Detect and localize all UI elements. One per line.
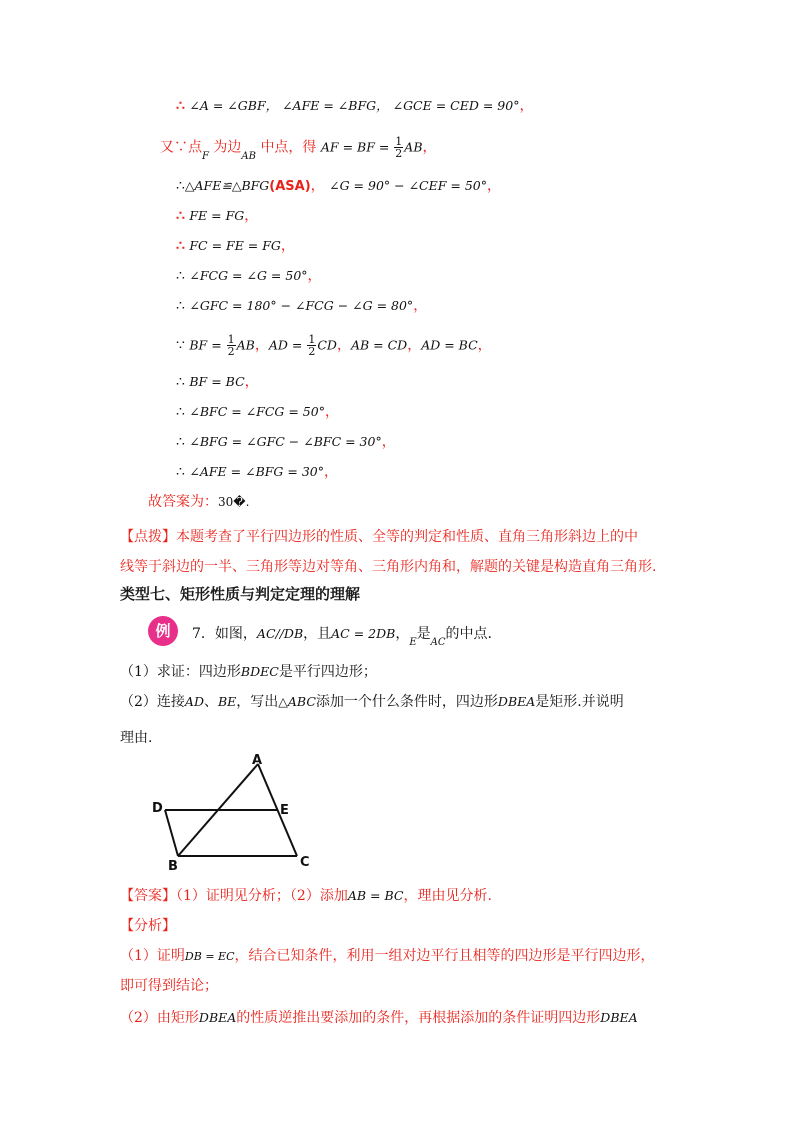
analysis-p1-cont: 即可得到结论； <box>120 978 218 994</box>
label-A: A <box>252 753 263 768</box>
proof-line-10: ∴ ∠BFC = ∠FCG = 50°， <box>176 404 339 420</box>
question-2: （2）连接AD、BE，写出△ABC添加一个什么条件时，四边形DBEA是矩形.并说明 <box>120 694 624 710</box>
math-expression: ∠A = ∠GBF， ∠AFE = ∠BFG， ∠GCE = CED = 90° <box>189 98 520 113</box>
proof-line-8: ∵ BF = $\frac{1}{2}$ AB，AD = $\frac{1}{2}$ CD，AB = CD，AD = BC， <box>176 333 492 358</box>
proof-line-4: ∴ FE = FG， <box>176 208 259 224</box>
figure-lines <box>165 764 297 856</box>
tip-line-1: 【点拨】本题考查了平行四边形的性质、全等的判定和性质、直角三角形斜边上的中 <box>120 529 638 545</box>
proof-line-5: ∴ FC = FE = FG， <box>176 238 295 254</box>
answer-block: 【答案】（1）证明见分析；（2）添加AB = BC，理由见分析. <box>120 888 492 904</box>
analysis-label: 【分析】 <box>120 918 176 934</box>
analysis-p2: （2）由矩形DBEA的性质逆推出要添加的条件，再根据添加的条件证明四边形DBEA <box>120 1010 638 1026</box>
proof-line-3: ∴△AFE≌△BFG(ASA)， ∠G = 90° − ∠CEF = 50°， <box>176 178 501 194</box>
label-D: D <box>152 801 163 816</box>
answer-line: 故答案为：30�. <box>148 494 250 510</box>
label-C: C <box>300 855 310 870</box>
fraction-half: $\frac{1}{2}$ <box>308 333 316 358</box>
segment-DB <box>165 810 178 856</box>
label-B: B <box>168 859 178 874</box>
proof-line-1: ∴ ∠A = ∠GBF， ∠AFE = ∠BFG， ∠GCE = CED = 90°， <box>176 98 534 114</box>
section-title: 类型七、矩形性质与判定定理的理解 <box>120 585 361 603</box>
proof-line-7: ∴ ∠GFC = 180° − ∠FCG − ∠G = 80°， <box>176 298 428 314</box>
analysis-p1: （1）证明DB = EC，结合已知条件，利用一组对边平行且相等的四边形是平行四边形， <box>120 948 655 964</box>
fraction-half: $\frac{1}{2}$ <box>227 333 235 358</box>
question-2-cont: 理由. <box>120 730 153 746</box>
proof-line-12: ∴ ∠AFE = ∠BFG = 30°， <box>176 464 338 480</box>
geometry-figure <box>140 750 330 875</box>
label-E: E <box>280 803 289 818</box>
problem-statement: 7．如图，AC//DB，且AC = 2DB，$_E$是$_{AC}$的中点. <box>192 626 492 648</box>
question-1: （1）求证：四边形BDEC是平行四边形； <box>120 664 377 680</box>
proof-line-11: ∴ ∠BFG = ∠GFC − ∠BFC = 30°， <box>176 434 396 450</box>
proof-line-2: 又∵点$_F$ 为边$_{AB}$ 中点，得 AF = BF = $\frac{1}{2}$ AB， <box>160 135 437 162</box>
example-badge: 例 <box>148 616 178 646</box>
fraction-half: $\frac{1}{2}$ <box>395 135 403 160</box>
tip-line-2: 线等于斜边的一半、三角形等边对等角、三角形内角和，解题的关键是构造直角三角形. <box>120 559 657 575</box>
proof-line-6: ∴ ∠FCG = ∠G = 50°， <box>176 268 322 284</box>
proof-line-9: ∴ BF = BC， <box>176 374 259 390</box>
tip-paragraph <box>120 522 656 582</box>
